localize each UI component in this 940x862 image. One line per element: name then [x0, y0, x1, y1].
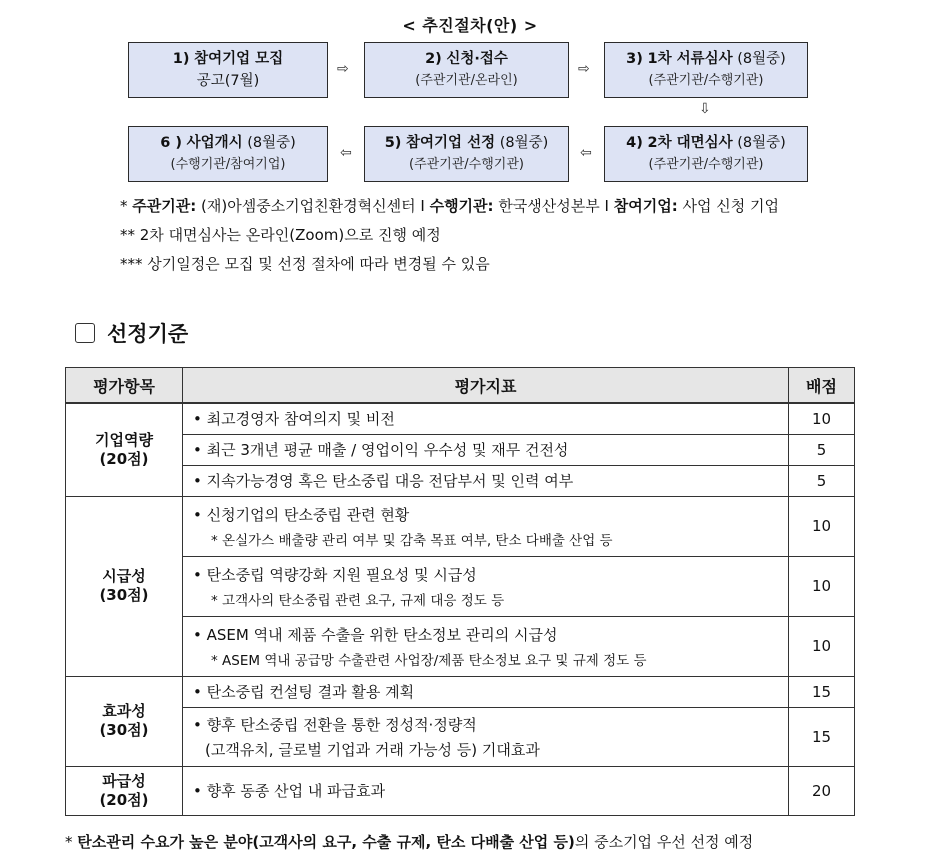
header-indicator: 평가지표: [183, 368, 789, 404]
step-5-label: 5) 참여기업 선정 (8월중): [384, 135, 549, 151]
step-6-subtext: (수행기관/참여기업): [170, 157, 286, 172]
table-row: [66, 496, 855, 556]
indicator-cell: • 신청기업의 탄소중립 관련 현황 * 온실가스 배출량 관리 여부 및 감축 목표 여부, 탄소 다배출 산업 등: [183, 496, 789, 556]
score-cell: 10: [789, 616, 855, 676]
score-cell: 5: [789, 465, 855, 496]
table-row: [66, 707, 855, 766]
arrow-left-icon: ⇦: [580, 145, 592, 161]
indicator-cell: • 지속가능경영 혹은 탄소중립 대응 전담부서 및 인력 여부: [183, 465, 789, 496]
score-cell: 15: [789, 676, 855, 707]
table-row: [66, 616, 855, 676]
step-1-subtext: 공고(7월): [196, 73, 260, 89]
category-cell: 파급성 (20점): [66, 766, 183, 815]
process-notes: [120, 192, 779, 279]
separator: I: [604, 197, 609, 215]
table-row: [66, 766, 855, 815]
process-title: < 추진절차(안) >: [402, 16, 538, 35]
category-cell: 기업역량 (20점): [66, 403, 183, 496]
category-cell: 시급성 (30점): [66, 496, 183, 676]
table-header-row: [66, 368, 855, 404]
header-score: 배점: [789, 368, 855, 404]
arrow-right-icon: ⇨: [337, 61, 349, 77]
process-step-4: [604, 126, 808, 182]
checkbox-icon: [75, 323, 95, 343]
table-row: [66, 676, 855, 707]
step-3-label: 3) 1차 서류심사 (8월중): [626, 51, 786, 67]
step-2-subtext: (주관기관/온라인): [415, 73, 518, 88]
header-category: 평가항목: [66, 368, 183, 404]
criteria-table: [65, 367, 855, 816]
arrow-right-icon: ⇨: [578, 61, 590, 77]
table-row: [66, 434, 855, 465]
process-step-6: [128, 126, 328, 182]
step-2-label: 2) 신청·접수: [425, 51, 508, 67]
score-cell: 10: [789, 496, 855, 556]
step-5-subtext: (주관기관/수행기관): [409, 157, 524, 172]
step-1-label: 1) 참여기업 모집: [172, 51, 284, 67]
arrow-down-icon: ⇩: [699, 101, 711, 117]
score-cell: 10: [789, 556, 855, 616]
indicator-cell: • 탄소중립 컨설팅 결과 활용 계획: [183, 676, 789, 707]
step-3-subtext: (주관기관/수행기관): [648, 73, 764, 88]
score-cell: 15: [789, 707, 855, 766]
footer-note: * 탄소관리 수요가 높은 분야(고객사의 요구, 수출 규제, 탄소 다배출 산업 등)의 중소기업 우선 선정 예정: [65, 833, 754, 851]
step-4-subtext: (주관기관/수행기관): [648, 157, 764, 172]
separator: I: [420, 197, 425, 215]
note-2: ** 2차 대면심사는 온라인(Zoom)으로 진행 예정: [120, 226, 441, 244]
indicator-cell: • ASEM 역내 제품 수출을 위한 탄소정보 관리의 시급성 * ASEM 역내 공급망 수출관련 사업장/제품 탄소정보 요구 및 규제 정도 등: [183, 616, 789, 676]
section-title: 선정기준: [107, 321, 189, 346]
arrow-left-icon: ⇦: [340, 145, 352, 161]
step-4-label: 4) 2차 대면심사 (8월중): [626, 135, 786, 151]
score-cell: 5: [789, 434, 855, 465]
table-row: [66, 556, 855, 616]
table-row: [66, 465, 855, 496]
section-header: [75, 318, 188, 348]
indicator-cell: • 향후 동종 산업 내 파급효과: [183, 766, 789, 815]
indicator-cell: • 탄소중립 역량강화 지원 필요성 및 시급성 * 고객사의 탄소중립 관련 요구, 규제 대응 정도 등: [183, 556, 789, 616]
score-cell: 10: [789, 403, 855, 434]
process-step-3: [604, 42, 808, 98]
process-step-2: [364, 42, 569, 98]
table-row: [66, 403, 855, 434]
score-cell: 20: [789, 766, 855, 815]
note-3: *** 상기일정은 모집 및 선정 절차에 따라 변경될 수 있음: [120, 255, 490, 273]
indicator-cell: • 향후 탄소중립 전환을 통한 정성적·정량적 (고객유치, 글로벌 기업과 거래 가능성 등) 기대효과: [183, 707, 789, 766]
category-cell: 효과성 (30점): [66, 676, 183, 766]
step-6-label: 6 ) 사업개시 (8월중): [160, 135, 296, 151]
note-1: * 주관기관: (재)아셈중소기업친환경혁신센터 I 수행기관: 한국생산성본부 I 참여기업: 사업 신청 기업: [120, 197, 779, 215]
indicator-cell: • 최고경영자 참여의지 및 비전: [183, 403, 789, 434]
process-step-1: [128, 42, 328, 98]
process-step-5: [364, 126, 569, 182]
indicator-cell: • 최근 3개년 평균 매출 / 영업이익 우수성 및 재무 건전성: [183, 434, 789, 465]
